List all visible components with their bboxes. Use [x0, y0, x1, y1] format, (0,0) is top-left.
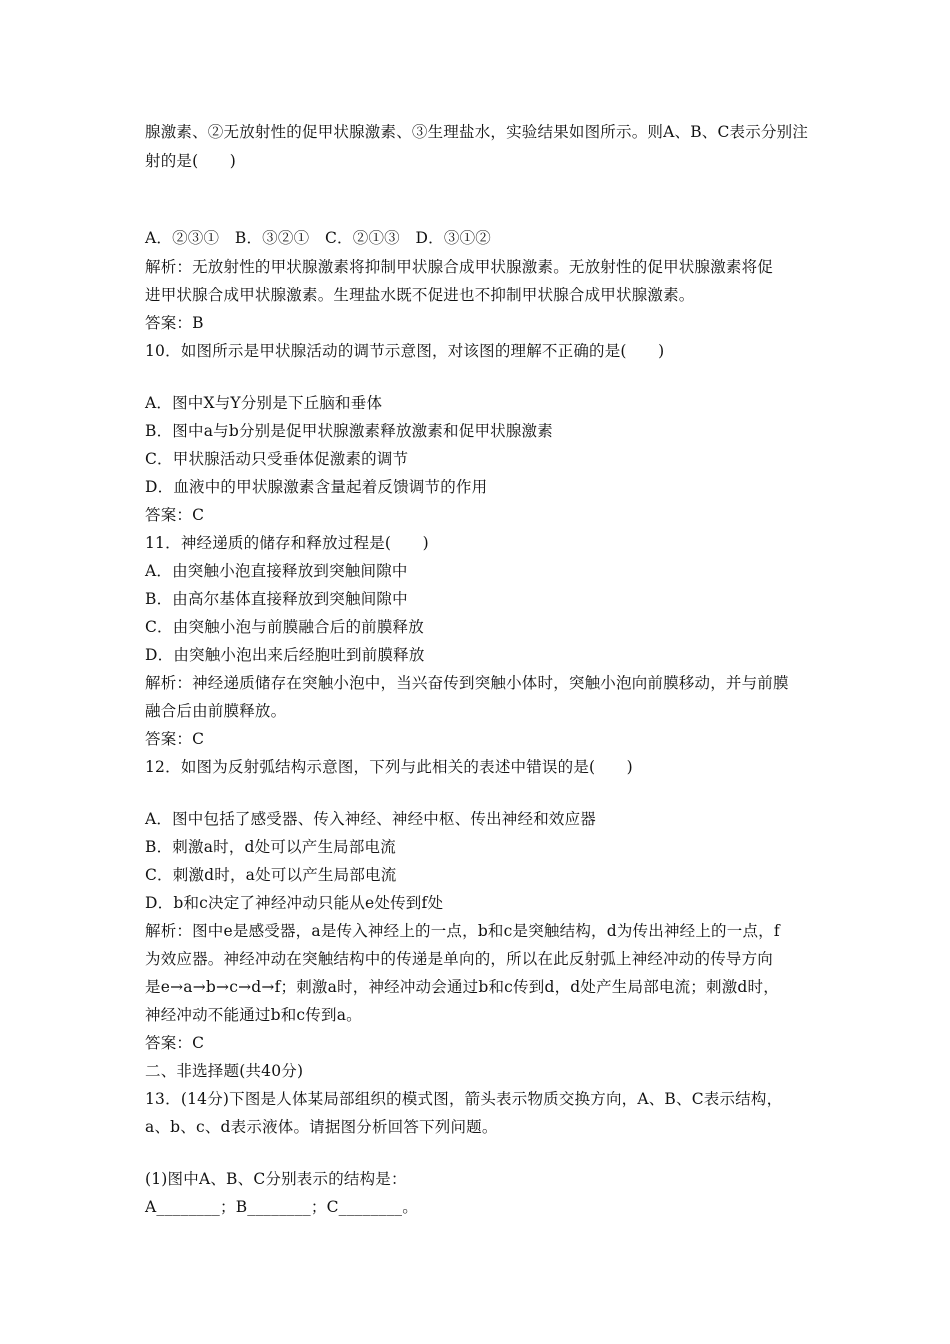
fill-in-blanks: A________；B________；C________。 [145, 1198, 418, 1216]
answer-text: 答案：C [145, 1034, 205, 1052]
option-c: C．由突触小泡与前膜融合后的前膜释放 [145, 618, 424, 636]
answer-options: A．②③① B．③②① C．②①③ D．③①② [145, 229, 491, 247]
question-13: 13．(14分)下图是人体某局部组织的模式图，箭头表示物质交换方向，A、B、C表示结构， [145, 1090, 783, 1108]
section-heading: 二、非选择题(共40分) [145, 1062, 304, 1080]
analysis-text: 解析：图中e是感受器，a是传入神经上的一点，b和c是突触结构，d为传出神经上的一点，f [145, 922, 780, 940]
text-line: 腺激素、②无放射性的促甲状腺激素、③生理盐水，实验结果如图所示。则A、B、C表示分别注 [145, 123, 809, 141]
option-a: A．图中X与Y分别是下丘脑和垂体 [145, 394, 383, 412]
option-c: C．刺激d时，a处可以产生局部电流 [145, 866, 397, 884]
answer-text: 答案：C [145, 730, 205, 748]
question-11: 11．神经递质的储存和释放过程是( ) [145, 534, 429, 552]
text-line: 射的是( ) [145, 152, 236, 170]
option-b: B．刺激a时，d处可以产生局部电流 [145, 838, 396, 856]
analysis-text: 解析：神经递质储存在突触小泡中，当兴奋传到突触小体时，突触小泡向前膜移动，并与前膜 [145, 674, 789, 692]
analysis-text: 神经冲动不能通过b和c传到a。 [145, 1006, 362, 1024]
sub-question: (1)图中A、B、C分别表示的结构是： [145, 1170, 407, 1188]
option-a: A．图中包括了感受器、传入神经、神经中枢、传出神经和效应器 [145, 810, 596, 828]
question-12: 12．如图为反射弧结构示意图，下列与此相关的表述中错误的是( ) [145, 758, 633, 776]
answer-text: 答案：C [145, 506, 205, 524]
option-b: B．由高尔基体直接释放到突触间隙中 [145, 590, 408, 608]
analysis-text: 融合后由前膜释放。 [145, 702, 287, 720]
option-d: D．血液中的甲状腺激素含量起着反馈调节的作用 [145, 478, 488, 496]
question-10: 10．如图所示是甲状腺活动的调节示意图，对该图的理解不正确的是( ) [145, 342, 665, 360]
option-a: A．由突触小泡直接释放到突触间隙中 [145, 562, 408, 580]
option-d: D．b和c决定了神经冲动只能从e处传到f处 [145, 894, 444, 912]
question-13: a、b、c、d表示液体。请据图分析回答下列问题。 [145, 1118, 498, 1136]
option-b: B．图中a与b分别是促甲状腺激素释放激素和促甲状腺激素 [145, 422, 553, 440]
analysis-text: 解析：无放射性的甲状腺激素将抑制甲状腺合成甲状腺激素。无放射性的促甲状腺激素将促 [145, 258, 774, 276]
option-d: D．由突触小泡出来后经胞吐到前膜释放 [145, 646, 425, 664]
answer-text: 答案：B [145, 314, 204, 332]
analysis-text: 为效应器。神经冲动在突触结构中的传递是单向的，所以在此反射弧上神经冲动的传导方向 [145, 950, 774, 968]
analysis-text: 是e→a→b→c→d→f；刺激a时，神经冲动会通过b和c传到d，d处产生局部电流；刺激d时， [145, 978, 779, 996]
analysis-text: 进甲状腺合成甲状腺激素。生理盐水既不促进也不抑制甲状腺合成甲状腺激素。 [145, 286, 695, 304]
option-c: C．甲状腺活动只受垂体促激素的调节 [145, 450, 409, 468]
